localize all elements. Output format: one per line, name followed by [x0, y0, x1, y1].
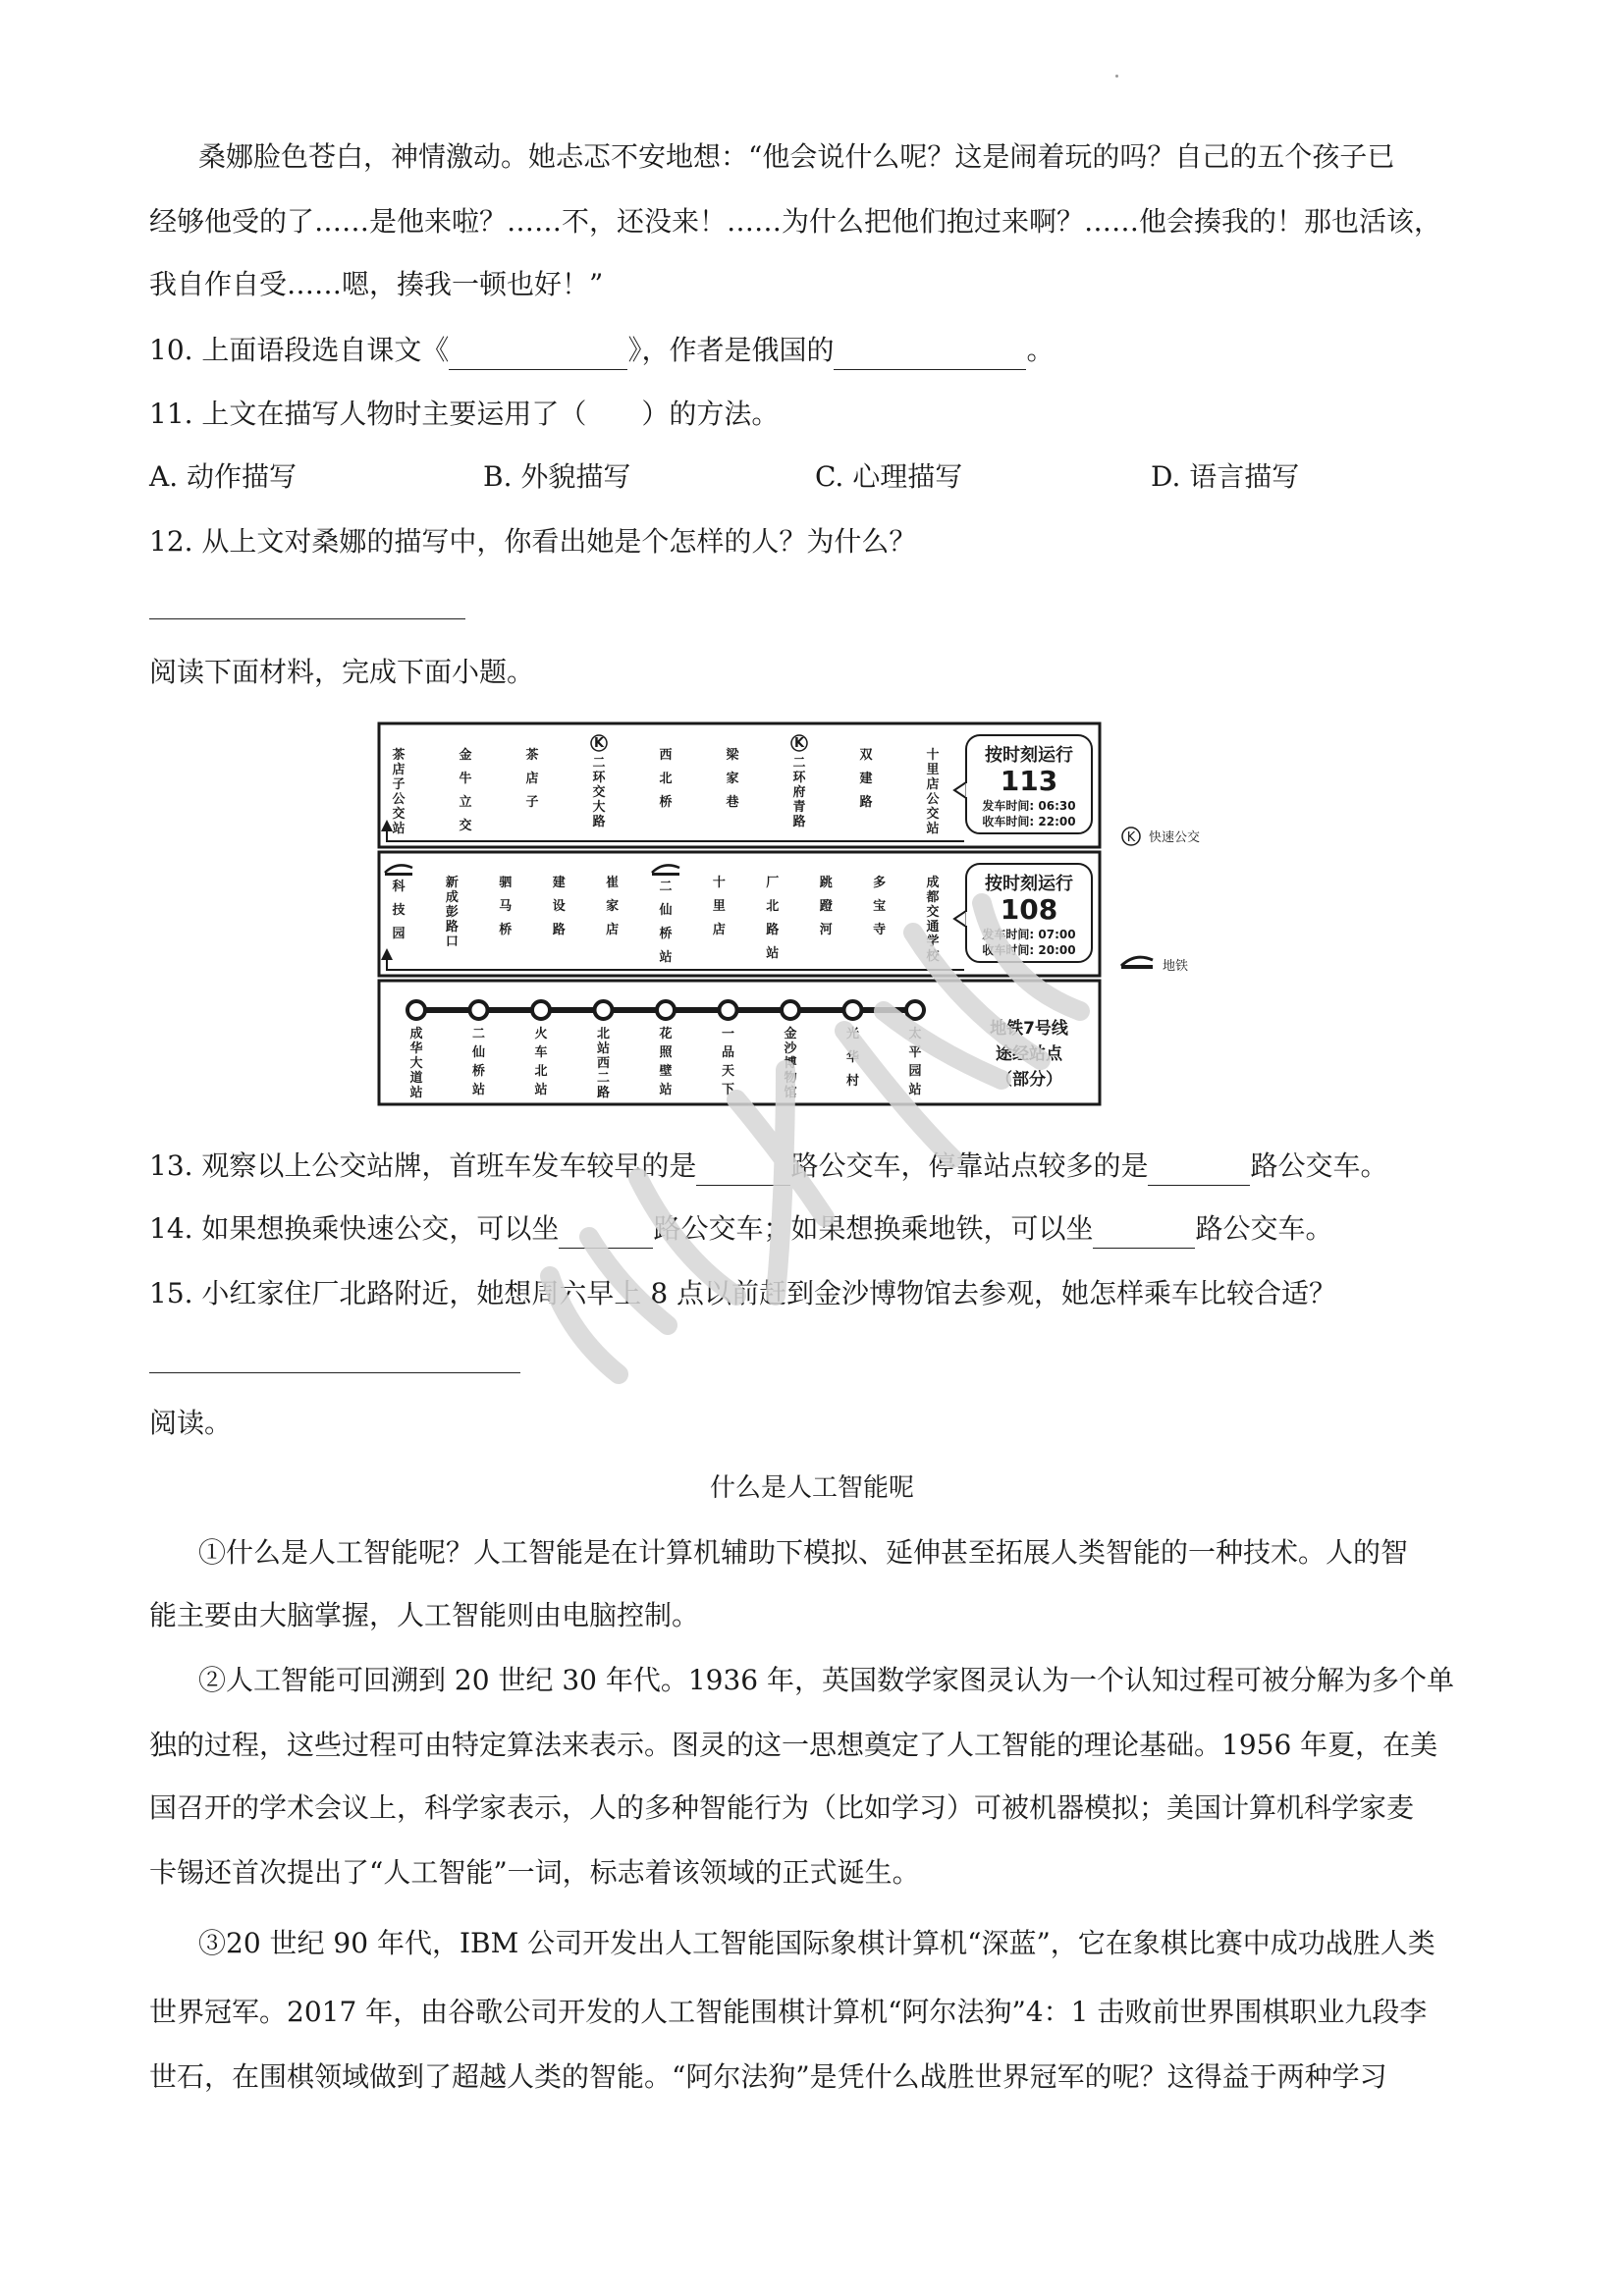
- q10-mid: 》，作者是俄国的: [627, 334, 835, 366]
- q11-option-b[interactable]: B. 外貌描写: [483, 460, 631, 493]
- route-108-stop-3: 建设路: [552, 876, 566, 937]
- metro-7-label: [990, 1018, 1069, 1090]
- metro-7-stop-6: 金沙博物馆: [784, 1027, 797, 1100]
- q11-option-c[interactable]: C. 心理描写: [815, 460, 963, 493]
- q14-mid: 路公交车；如果想换乘地铁，可以坐: [653, 1212, 1094, 1245]
- metro-7-stop-2: 火车北站: [534, 1027, 548, 1097]
- speck: [1115, 75, 1118, 78]
- express-bus-legend-symbol: K: [1126, 830, 1136, 845]
- bus-stop-signs-svg: [377, 721, 1106, 1110]
- metro-station-dot-8: [906, 1001, 924, 1019]
- metro-7-stop-7: 光华村: [845, 1027, 860, 1089]
- question-12: 12. 从上文对桑娜的描写中，你看出她是个怎样的人？为什么？: [149, 525, 917, 558]
- article-p2-line-4: 卡锡还首次提出了“人工智能”一词，标志着该领域的正式诞生。: [149, 1856, 920, 1889]
- article-p3-line-3: 世石，在围棋领域做到了超越人类的智能。“阿尔法狗”是凭什么战胜世界冠军的呢？这得益于两种学习: [149, 2060, 1387, 2093]
- q13-answer-blank-earliest[interactable]: [696, 1155, 790, 1186]
- metro-legend-label: 地铁: [1163, 959, 1189, 974]
- q10-pre: 10. 上面语段选自课文《: [149, 334, 450, 366]
- passage1-line-1: 桑娜脸色苍白，神情激动。她忐忑不安地想：“他会说什么呢？这是闹着玩的吗？自己的五个孩子已: [198, 140, 1395, 173]
- route-113-stop-5: 梁家巷: [726, 748, 739, 810]
- question-14: [149, 1209, 1332, 1249]
- figure-legend: [1119, 825, 1247, 982]
- q14-answer-blank-express[interactable]: [559, 1218, 653, 1249]
- metro-station-dot-2: [532, 1001, 550, 1019]
- route-113-stop-8: 十里店公交站: [926, 748, 940, 836]
- metro-legend-icon: [1121, 957, 1153, 969]
- route-113-last-bus: 收车时间: 22:00: [982, 815, 1076, 828]
- question-13: [149, 1147, 1387, 1186]
- passage1-line-3: 我自作自受……嗯，揍我一顿也好！”: [149, 268, 604, 300]
- q13-pre: 13. 观察以上公交站牌，首班车发车较早的是: [149, 1149, 697, 1182]
- route-113-first-bus: 发车时间: 06:30: [982, 799, 1076, 813]
- metro-station-dot-7: [844, 1001, 862, 1019]
- route-108-stop-2: 驷马桥: [499, 876, 513, 937]
- article-p2-line-2: 独的过程，这些过程可由特定算法来表示。图灵的这一思想奠定了人工智能的理论基础。1956 年夏，在美: [149, 1729, 1438, 1761]
- route-113-panel: [379, 723, 1100, 847]
- article-p1-line-1: ①什么是人工智能呢？人工智能是在计算机辅助下模拟、延伸甚至拓展人类智能的一种技术。人的智: [198, 1536, 1409, 1569]
- article-title: 什么是人工智能呢: [709, 1473, 914, 1503]
- bus-stop-signs-figure: [377, 721, 1106, 1110]
- q10-post: 。: [1026, 334, 1055, 366]
- route-108-arrow-icon: [381, 948, 393, 960]
- route-108-panel: [379, 852, 1100, 976]
- route-108-direction-line: [387, 960, 964, 970]
- reading-intro: 阅读。: [149, 1407, 233, 1439]
- article-p2-line-3: 国召开的学术会议上，科学家表示，人的多种智能行为（比如学习）可被机器模拟；美国计算机科学家麦: [149, 1791, 1415, 1824]
- q15-answer-line[interactable]: [149, 1372, 520, 1373]
- route-108-stop-4: 崔家店: [606, 876, 620, 937]
- metro-7-panel: [379, 981, 1100, 1104]
- express-stop-icon-3-symbol: K: [593, 736, 605, 751]
- route-108-stop-9: 多宝寺: [873, 876, 887, 937]
- route-108-badge-title: 按时刻运行: [985, 874, 1073, 894]
- metro-7-stop-4: 花照壁站: [659, 1027, 673, 1097]
- q13-post: 路公交车。: [1250, 1149, 1388, 1182]
- route-108-badge: [954, 864, 1092, 962]
- article-p3-line-2: 世界冠军。2017 年，由谷歌公司开发的人工智能围棋计算机“阿尔法狗”4：1 击败前世界围棋职业九段李: [149, 1996, 1428, 2028]
- metro-station-dot-5: [720, 1001, 737, 1019]
- metro-7-stop-5: 一品天下: [721, 1027, 735, 1097]
- metro-7-label-line-3: （部分）: [996, 1070, 1062, 1090]
- route-113-stop-7: 双建路: [859, 748, 873, 810]
- article-p1-line-2: 能主要由大脑掌握，人工智能则由电脑控制。: [149, 1599, 700, 1631]
- express-stop-icon-6-symbol: K: [793, 736, 805, 751]
- route-113-arrow-icon: [381, 820, 393, 831]
- route-108-stop-10: 成都交通学校: [926, 876, 940, 964]
- metro-7-label-line-2: 途经站点: [996, 1044, 1062, 1064]
- route-113-stop-2: 茶店子: [525, 748, 539, 810]
- route-108-number: 108: [1000, 893, 1058, 926]
- q11-option-d[interactable]: D. 语言描写: [1151, 460, 1300, 493]
- question-15: 15. 小红家住厂北路附近，她想周六早上 8 点以前赶到金沙博物馆去参观，她怎样乘车比较合适？: [149, 1277, 1337, 1309]
- route-108-stop-6: 十里店: [712, 876, 726, 937]
- metro-station-dot-0: [407, 1001, 425, 1019]
- metro-transfer-icon-0: [385, 865, 412, 876]
- route-108-stop-0: 科技园: [392, 880, 406, 941]
- q12-answer-line[interactable]: [149, 618, 465, 619]
- route-108-last-bus: 收车时间: 20:00: [982, 943, 1076, 957]
- route-108-stop-7: 厂北路站: [766, 876, 780, 961]
- route-108-stop-1: 新成彭路口: [445, 876, 459, 949]
- route-108-stop-8: 跳蹬河: [819, 876, 833, 937]
- route-108-first-bus: 发车时间: 07:00: [982, 928, 1076, 941]
- metro-7-label-line-1: 地铁7号线: [990, 1019, 1068, 1039]
- passage1-line-2: 经够他受的了……是他来啦？……不，还没来！……为什么把他们抱过来啊？……他会揍我的！那也活该，: [149, 205, 1442, 238]
- route-113-stop-1: 金牛立交: [459, 748, 472, 833]
- q14-answer-blank-metro[interactable]: [1093, 1218, 1195, 1249]
- question-11: 11. 上文在描写人物时主要运用了（ ）的方法。: [149, 398, 780, 430]
- q13-answer-blank-most-stops[interactable]: [1148, 1155, 1250, 1186]
- article-p3-line-1: ③20 世纪 90 年代，IBM 公司开发出人工智能国际象棋计算机“深蓝”，它在象棋比赛中成功战胜人类: [198, 1927, 1435, 1959]
- metro-station-dot-1: [470, 1001, 488, 1019]
- q10-answer-blank-title[interactable]: [449, 340, 627, 370]
- metro-station-dot-6: [782, 1001, 799, 1019]
- article-p2-line-1: ②人工智能可回溯到 20 世纪 30 年代。1936 年，英国数学家图灵认为一个认知过程可被分解为多个单: [198, 1664, 1455, 1696]
- q11-option-a[interactable]: A. 动作描写: [149, 460, 298, 493]
- route-113-stop-4: 西北桥: [659, 748, 673, 810]
- route-113-badge-title: 按时刻运行: [985, 745, 1073, 766]
- q13-mid: 路公交车，停靠站点较多的是: [790, 1149, 1149, 1182]
- route-113-stop-6: 二环府青路: [792, 756, 806, 829]
- metro-7-stop-8: 太平园站: [908, 1027, 922, 1097]
- route-113-number: 113: [1000, 765, 1058, 797]
- route-113-badge: [954, 735, 1092, 833]
- metro-7-stop-3: 北站西二路: [596, 1027, 611, 1100]
- route-108-stop-5: 二仙桥站: [659, 880, 673, 965]
- q14-post: 路公交车。: [1195, 1212, 1333, 1245]
- route-113-stop-0: 茶店子公交站: [392, 748, 406, 836]
- q14-pre: 14. 如果想换乘快速公交，可以坐: [149, 1212, 560, 1245]
- express-bus-legend-label: 快速公交: [1149, 830, 1201, 845]
- route-113-direction-line: [387, 831, 964, 841]
- metro-station-dot-4: [657, 1001, 675, 1019]
- route-113-stop-3: 二环交大路: [592, 756, 606, 829]
- material-intro: 阅读下面材料，完成下面小题。: [149, 656, 535, 688]
- q10-answer-blank-country[interactable]: [834, 340, 1026, 370]
- metro-7-stop-1: 二仙桥站: [471, 1027, 486, 1097]
- question-10: [149, 331, 1054, 370]
- metro-7-stop-0: 成华大道站: [409, 1027, 423, 1100]
- metro-station-dot-3: [595, 1001, 613, 1019]
- metro-transfer-icon-5: [652, 865, 679, 876]
